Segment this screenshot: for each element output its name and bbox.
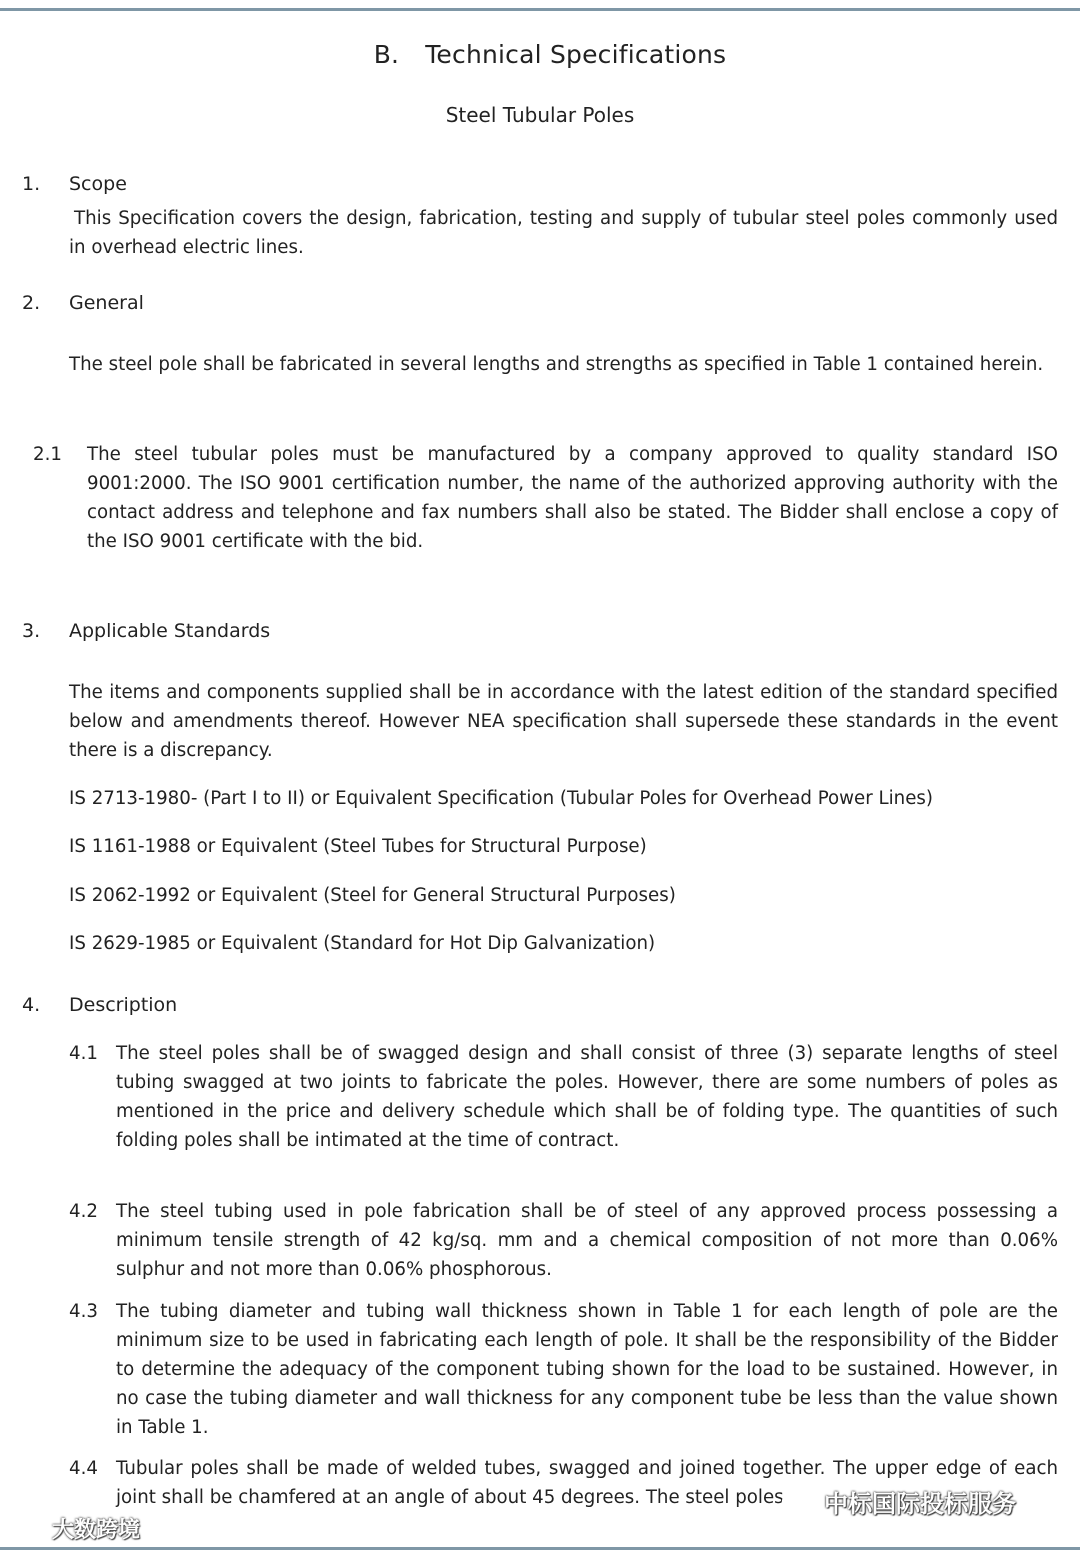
- standard-item: IS 2062-1992 or Equivalent (Steel for General Structural Purposes): [69, 885, 676, 906]
- subsection-4-3-paragraph: The tubing diameter and tubing wall thickness shown in Table 1 for each length of pole are the minimum size to be used in fabricating each length of pole. It shall be the responsibility of the Bidder to determine the adequacy of the component tubing shown for the load to be sustained. However, in no case the tubing diameter and wall thickness for any component tube be less than the value shown in Table 1.: [116, 1301, 1058, 1438]
- watermark-left: [6, 1516, 140, 1546]
- wechat-icon: [780, 1489, 820, 1519]
- section-2-number: 2.: [22, 292, 41, 314]
- title-text: Technical Specifications: [425, 40, 727, 69]
- title-letter: B.: [373, 40, 400, 69]
- section-4-heading: Description: [69, 994, 178, 1016]
- page-title: [0, 36, 1080, 74]
- subsection-4-4-paragraph: Tubular poles shall be made of welded tubes, swagged and joined together. The upper edge of each joint shall be chamfered at an angle of about 45 degrees. The steel poles: [116, 1458, 1058, 1508]
- standard-item: IS 2629-1985 or Equivalent (Standard for Hot Dip Galvanization): [69, 933, 656, 954]
- watermark-logo-icon: [6, 1520, 46, 1542]
- subsection-4-4-number: 4.4: [69, 1458, 98, 1479]
- scope-paragraph: This Specification covers the design, fabrication, testing and supply of tubular steel poles commonly used in overhead electric lines.: [69, 208, 1058, 258]
- subsection-4-1-paragraph: The steel poles shall be of swagged design and shall consist of three (3) separate lengths of steel tubing swagged at two joints to fabricate the poles. However, there are some numbers of poles as mentioned in the price and delivery schedule which shall be of folding type. The quantities of such folding poles shall be intimated at the time of contract.: [116, 1043, 1058, 1151]
- section-1-heading: Scope: [69, 173, 127, 195]
- bottom-rule: [0, 1547, 1080, 1550]
- section-3-number: 3.: [22, 620, 41, 642]
- section-4-number: 4.: [22, 994, 41, 1016]
- general-paragraph: The steel pole shall be fabricated in several lengths and strengths as specified in Table 1 contained herein.: [69, 354, 1044, 375]
- subsection-4-2-paragraph: The steel tubing used in pole fabrication shall be of steel of any approved process possessing a minimum tensile strength of 42 kg/sq. mm and a chemical composition of not more than 0.06% sulphur and not more than 0.06% phosphorous.: [116, 1201, 1058, 1280]
- top-rule: [0, 8, 1080, 11]
- section-2-heading: General: [69, 292, 144, 314]
- section-1-number: 1.: [22, 173, 41, 195]
- watermark-right-text: 中标国际投标服务: [824, 1490, 1016, 1518]
- section-3-heading: Applicable Standards: [69, 620, 271, 642]
- standards-paragraph: The items and components supplied shall be in accordance with the latest edition of the standard specified below and amendments thereof. However NEA specification shall supersede these standards in the event there is a discrepancy.: [69, 682, 1058, 761]
- page-subtitle: Steel Tubular Poles: [445, 103, 635, 127]
- subsection-4-2-number: 4.2: [69, 1201, 98, 1222]
- standard-item: IS 1161-1988 or Equivalent (Steel Tubes for Structural Purpose): [69, 836, 647, 857]
- subsection-4-3-number: 4.3: [69, 1301, 98, 1322]
- watermark-left-text: 大数跨境: [52, 1518, 141, 1543]
- subsection-2-1-paragraph: The steel tubular poles must be manufactured by a company approved to quality standard ISO 9001:2000. The ISO 9001 certification number, the name of the authorized approving authority with the contact address and telephone and fax numbers shall also be stated. The Bidder shall enclose a copy of the ISO 9001 certificate with the bid.: [87, 444, 1058, 552]
- subsection-4-1-number: 4.1: [69, 1043, 98, 1064]
- standard-item: IS 2713-1980- (Part I to II) or Equivalent Specification (Tubular Poles for Overhead Power Lines): [69, 788, 933, 809]
- watermark-right: [780, 1486, 1016, 1522]
- subsection-2-1-number: 2.1: [33, 444, 62, 465]
